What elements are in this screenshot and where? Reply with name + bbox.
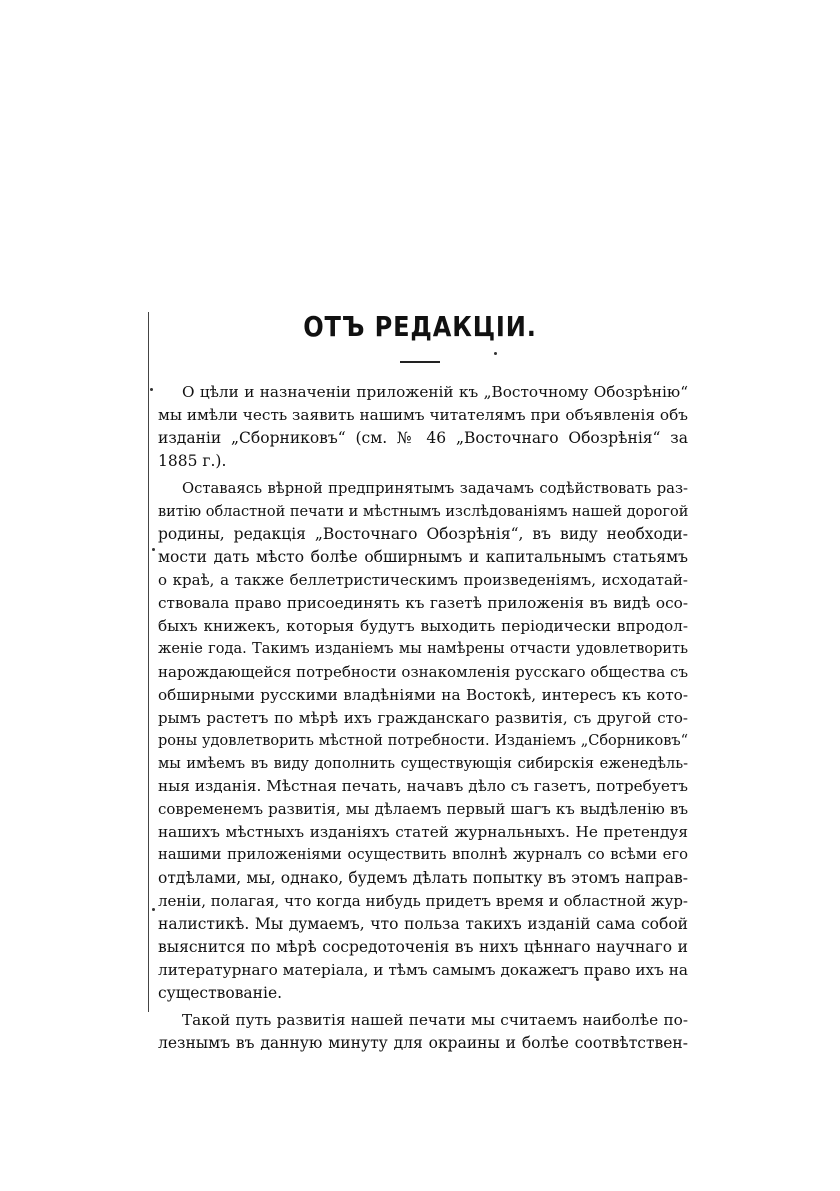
text-line: нашихъ мѣстныхъ изданіяхъ статей журнальныхъ. Не претендуя (158, 823, 688, 842)
text-line: рымъ растетъ по мѣрѣ ихъ гражданскаго развитія, съ другой сто- (158, 708, 688, 727)
text-line: роны удовлетворить мѣстной потребности. Изданіемъ „Сборниковъ“ (158, 732, 688, 749)
print-speck (152, 548, 155, 551)
text-line: родины, редакція „Восточнаго Обозрѣнія“, въ виду необходи- (158, 525, 688, 544)
print-speck (150, 388, 153, 391)
text-line: литературнаго матеріала, и тѣмъ самымъ докажетъ право ихъ на (158, 960, 688, 979)
body-text (158, 381, 688, 1055)
text-line: мы имѣли честь заявить нашимъ читателямъ при объявленія объ (158, 405, 688, 424)
print-speck (494, 352, 497, 355)
paragraph (158, 478, 688, 1005)
text-line: мы имѣемъ въ виду дополнить существующія сибирскія еженедѣль- (158, 755, 688, 772)
paragraph (158, 1009, 688, 1055)
text-line: ствовала право присоединять къ газетѣ приложенія въ видѣ осо- (158, 594, 688, 613)
text-line: существованіе. (158, 983, 283, 1002)
text-line: быхъ книжекъ, которыя будутъ выходить періодически впродол- (158, 617, 688, 636)
margin-rule (148, 312, 149, 1012)
text-line: женіе года. Такимъ изданіемъ мы намѣрены отчасти удовлетворить (158, 640, 688, 657)
text-line: обширными русскими владѣніями на Востокѣ, интересъ къ кото- (158, 685, 688, 704)
text-line: Такой путь развитія нашей печати мы считаемъ наиболѣе по- (182, 1011, 688, 1030)
text-line: отдѣлами, мы, однако, будемъ дѣлать попытку въ этомъ направ- (158, 869, 688, 888)
text-line: нашими приложеніями осуществить вполнѣ журналъ со всѣми его (158, 846, 688, 864)
text-line: О цѣли и назначеніи приложеній къ „Восточному Обозрѣнію“ (182, 383, 688, 401)
text-line: Оставаясь вѣрной предпринятымъ задачамъ содѣйствовать раз- (182, 479, 688, 497)
text-line: ныя изданія. Мѣстная печать, начавъ дѣло съ газетъ, потребуетъ (158, 777, 688, 796)
text-line: 1885 г.). (158, 451, 227, 470)
page-title: ОТЪ РЕДАКЦІИ. (303, 310, 537, 343)
text-line: современемъ развитія, мы дѣлаемъ первый шагъ къ выдѣленію въ (158, 800, 688, 819)
text-line: леніи, полагая, что когда нибудь придетъ время и областной жур- (158, 891, 688, 910)
text-line: мости дать мѣсто болѣе обширнымъ и капитальнымъ статьямъ (158, 548, 688, 567)
text-line: выяснится по мѣрѣ сосредоточенія въ нихъ цѣннаго научнаго и (158, 937, 688, 956)
text-line: налистикѣ. Мы думаемъ, что польза такихъ изданій сама собой (158, 914, 688, 933)
text-line: витію областной печати и мѣстнымъ изслѣдованіямъ нашей дорогой (158, 503, 689, 520)
text-line: изданіи „Сборниковъ“ (см. № 46 „Восточнаго Обозрѣнія“ за (158, 428, 688, 447)
title-divider (400, 361, 440, 363)
print-speck (152, 908, 155, 911)
text-line: о краѣ, а также беллетристическимъ произведеніямъ, исходатай- (158, 571, 688, 590)
text-line: нарождающейся потребности ознакомленія русскаго общества съ (158, 662, 688, 681)
paragraph (158, 381, 688, 473)
text-line: лезнымъ въ данную минуту для окраины и болѣе соотвѣтствен- (158, 1034, 688, 1053)
